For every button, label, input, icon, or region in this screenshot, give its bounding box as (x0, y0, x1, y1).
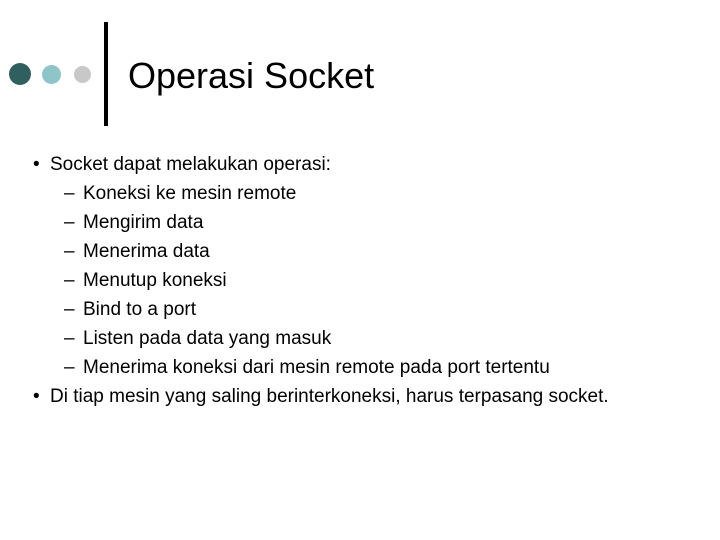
sub-bullet-marker: – (64, 357, 75, 378)
sub-bullet-marker: – (64, 241, 75, 262)
bullet-marker: • (33, 154, 40, 175)
sub-bullet-text: Mengirim data (83, 212, 204, 233)
bullet-marker: • (33, 386, 40, 407)
sub-bullet-item (0, 210, 720, 239)
sub-bullet-marker: – (64, 299, 75, 320)
sub-bullet-item (0, 268, 720, 297)
decorative-dot-dark (9, 63, 31, 85)
sub-bullet-item (0, 355, 720, 384)
sub-bullet-item (0, 181, 720, 210)
sub-bullet-text: Menerima koneksi dari mesin remote pada port tertentu (83, 357, 550, 378)
sub-bullet-text: Koneksi ke mesin remote (83, 183, 297, 204)
sub-bullet-text: Bind to a port (83, 299, 197, 320)
decorative-dot-gray (74, 66, 91, 83)
sub-bullet-text: Menerima data (83, 241, 210, 262)
sub-bullet-text: Menutup koneksi (83, 270, 227, 291)
sub-bullet-marker: – (64, 212, 75, 233)
title-divider-line (104, 22, 108, 126)
sub-bullet-item (0, 239, 720, 268)
sub-bullet-marker: – (64, 270, 75, 291)
sub-bullet-marker: – (64, 183, 75, 204)
decorative-dot-teal (42, 65, 61, 84)
bullet-item (0, 152, 720, 181)
sub-bullet-item (0, 297, 720, 326)
slide-title: Operasi Socket (128, 55, 375, 96)
sub-bullet-text: Listen pada data yang masuk (83, 328, 332, 349)
bullet-text: Socket dapat melakukan operasi: (50, 154, 331, 175)
bullet-text: Di tiap mesin yang saling berinterkoneksi, harus terpasang socket. (50, 386, 609, 407)
sub-bullet-item (0, 326, 720, 355)
sub-bullet-marker: – (64, 328, 75, 349)
bullet-list (0, 152, 720, 413)
bullet-item (0, 384, 720, 413)
